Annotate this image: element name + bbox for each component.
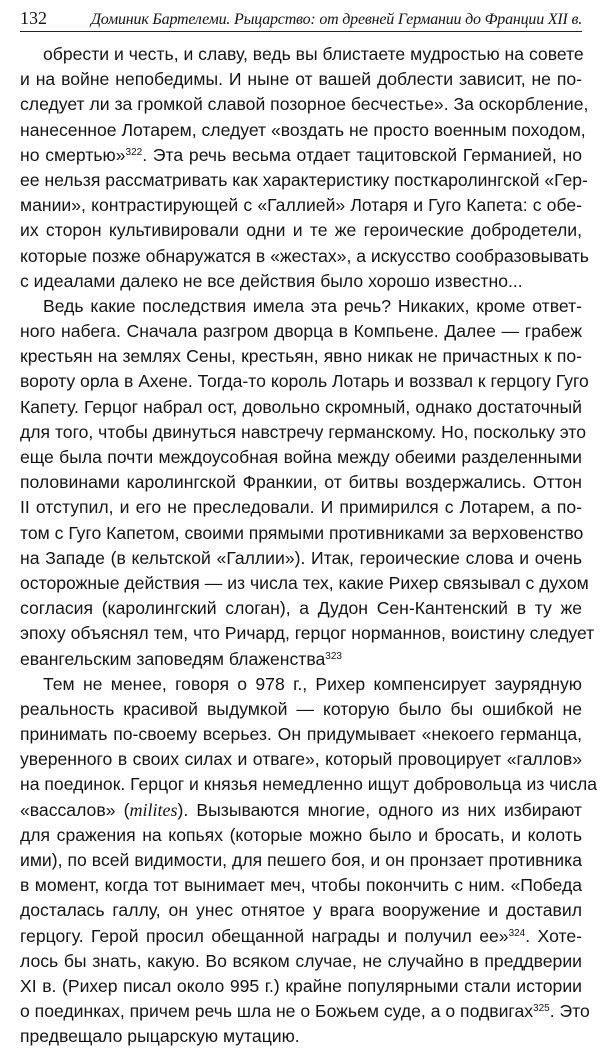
text-run: вороту орла в Ахене. Тогда-то король Лотарь и воззвал к герцогу Гуго — [20, 371, 589, 392]
text-line — [20, 571, 589, 596]
text-run: для сражения на копьях (которые можно было и бросать, и колоть — [20, 824, 582, 845]
text-run: нанесенное Лотарем, следует «воздать не просто военным походом, — [20, 119, 586, 140]
body-text — [20, 42, 598, 1050]
text-line — [20, 118, 586, 143]
text-line — [20, 269, 582, 294]
text-run: XI в. (Рихер писал около 995 г.) крайне популярными стали истории — [20, 975, 582, 996]
text-line — [20, 218, 582, 243]
page-number: 132 — [20, 8, 47, 28]
paragraph — [20, 672, 598, 1050]
text-line — [20, 244, 589, 269]
text-line — [20, 369, 589, 394]
text-line — [20, 319, 582, 344]
text-run: которые позже обнаружатся в «жестах», а искусство сообразовывать — [20, 245, 589, 266]
text-line — [20, 294, 582, 319]
text-line — [20, 999, 590, 1024]
text-run: половинами каролингской Франкии, от битвы воздержались. Оттон — [20, 472, 582, 493]
text-line — [20, 495, 582, 520]
text-line — [20, 772, 598, 797]
text-line — [20, 647, 582, 672]
text-line — [20, 344, 582, 369]
text-run: еще была почти междоусобная война между обеими разделенными — [20, 447, 582, 467]
text-run: крестьян на землях Сены, крестьян, явно никак не причастных к по- — [20, 346, 582, 367]
text-line — [20, 924, 582, 949]
text-run: обрести и честь, и славу, ведь вы блистаете мудростью на совете — [43, 44, 584, 64]
text-run: с идеалами далеко не все действия было хорошо известно... — [20, 270, 523, 291]
text-run: реальность красивой выдумкой — которую было бы ошибкой не — [20, 698, 582, 719]
text-run: Тем не менее, говоря о 978 г., Рихер компенсирует заурядную — [43, 673, 582, 694]
text-run: в момент, когда тот вынимает меч, чтобы покончить с ним. «Победа — [20, 875, 582, 896]
paragraph — [20, 294, 595, 672]
text-run: II отступил, и его не преследовали. И примирился с Лотарем, а по- — [20, 497, 582, 518]
text-run: эпоху объяснял тем, что Ричард, герцог норманнов, воистину следует — [20, 623, 595, 644]
text-line — [20, 168, 588, 193]
text-run: досталась галлу, он унес отнятое у врага вооружение и доставил — [20, 900, 582, 921]
text-run: о поединках, причем речь шла не о Божьем суде, а о подвигах — [20, 1001, 534, 1022]
italic-term: milites — [129, 799, 178, 820]
text-line — [20, 67, 582, 92]
text-line — [20, 143, 582, 168]
text-run: . Хоте- — [525, 925, 582, 946]
text-run: их сторон культивировали одни и те же героические добродетели, — [20, 220, 582, 241]
text-run: на Западе (в кельтской «Галлии»). Итак, героические слова и очень — [20, 547, 582, 568]
text-run: ее нельзя рассматривать как характеристику посткаролингской «Гер- — [20, 169, 588, 190]
text-line — [20, 596, 582, 621]
footnote-ref: 324 — [508, 927, 526, 939]
text-line — [20, 470, 582, 495]
text-line — [20, 873, 582, 898]
text-line — [20, 395, 582, 420]
text-run: лось бы знать, какую. Во всяком случае, не случайно в преддверии — [20, 950, 582, 971]
text-line — [20, 747, 582, 772]
text-run: «вассалов» ( — [20, 799, 130, 820]
text-run: ного набега. Сначала разгром дворца в Компьене. Далее — грабеж — [20, 321, 582, 342]
text-line — [20, 1024, 582, 1049]
text-line — [20, 898, 582, 923]
text-line — [20, 672, 582, 697]
text-line — [20, 521, 582, 546]
running-header — [20, 8, 582, 32]
text-run: и на войне непобедимы. И ныне от вашей доблести зависит, не по- — [20, 69, 582, 90]
text-line — [20, 621, 595, 646]
text-line — [20, 722, 582, 747]
text-line — [20, 798, 582, 823]
text-run: но смертью» — [20, 144, 126, 165]
text-run: . Это — [549, 1001, 590, 1022]
text-line — [20, 92, 589, 117]
footnote-ref: 323 — [325, 650, 342, 662]
text-line — [20, 420, 587, 445]
text-line — [20, 445, 582, 470]
text-run: Ведь какие последствия имела эта речь? Никаких, кроме ответ- — [43, 295, 582, 316]
text-run: для того, чтобы двинуться навстречу германскому. Но, поскольку это — [20, 421, 587, 442]
text-run: следует ли за громкой славой позорное бесчестье». За оскорбление, — [20, 94, 589, 115]
text-run: герцогу. Герой просил обещанной награды и получил ее» — [20, 925, 509, 946]
text-line — [20, 974, 582, 999]
text-run: ими), по всей видимости, для пешего боя, и он пронзает противника — [20, 850, 582, 870]
footnote-ref: 322 — [125, 146, 143, 158]
text-run: том с Гуго Капетом, своими прямыми противниками за верховенство — [20, 522, 584, 543]
text-run: . Эта речь весьма отдает тацитовской Германией, но — [142, 144, 582, 165]
text-run: мании», контрастирующей с «Галлией» Лотаря и Гуго Капета: с обе- — [20, 195, 582, 216]
text-run: принимать по-своему всерьез. Он придумывает «некоего германца, — [20, 724, 582, 745]
text-run: согласия (каролингский слоган), а Дудон Сен-Кантенский в ту же — [20, 598, 582, 619]
text-line — [20, 848, 582, 873]
text-run: предвещало рыцарскую мутацию. — [20, 1026, 300, 1047]
text-line — [20, 823, 582, 848]
text-run: уверенного в своих силах и отваге», который провоцирует «галлов» — [20, 749, 582, 770]
text-run: ). Вызываются многие, одного из них избирают — [177, 799, 582, 820]
text-line — [20, 949, 582, 974]
text-run: евангельским заповедям блаженства — [20, 648, 326, 669]
text-run: на поединок. Герцог и князья немедленно ищут добровольца из числа — [20, 774, 598, 795]
text-run: Капету. Герцог набрал ост, довольно скромный, однако достаточный — [20, 396, 582, 417]
text-line — [20, 42, 582, 67]
text-line — [20, 193, 582, 218]
text-line — [20, 546, 582, 571]
paragraph — [20, 42, 589, 294]
text-line — [20, 697, 582, 722]
text-run: осторожные действия — из числа тех, какие Рихер связывал с духом — [20, 572, 589, 593]
running-title: Доминик Бартелеми. Рыцарство: от древней Германии до Франции XII в. — [90, 11, 582, 28]
footnote-ref: 325 — [533, 1003, 550, 1015]
